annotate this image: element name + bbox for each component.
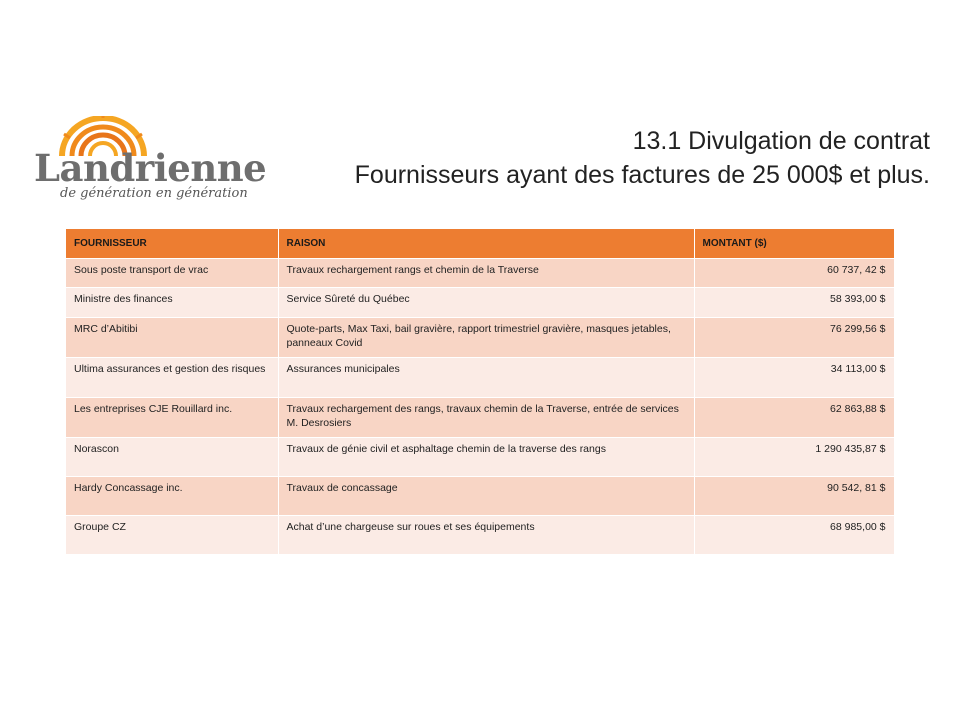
cell-raison: Achat d’une chargeuse sur roues et ses équipements xyxy=(278,516,694,555)
cell-raison: Travaux de concassage xyxy=(278,477,694,516)
cell-montant: 62 863,88 $ xyxy=(694,398,894,438)
title-line-1: 13.1 Divulgation de contrat xyxy=(632,127,930,155)
cell-fournisseur: Norascon xyxy=(66,438,278,477)
cell-raison: Quote-parts, Max Taxi, bail gravière, rapport trimestriel gravière, masques jetables, panneaux Covid xyxy=(278,318,694,358)
cell-fournisseur: Sous poste transport de vrac xyxy=(66,259,278,288)
cell-montant: 68 985,00 $ xyxy=(694,516,894,555)
contracts-table xyxy=(66,229,895,554)
table-row xyxy=(66,516,894,555)
logo-wordmark: Landrienne xyxy=(34,146,267,190)
header-raison: RAISON xyxy=(278,229,694,259)
cell-montant: 58 393,00 $ xyxy=(694,288,894,318)
table-row xyxy=(66,438,894,477)
title-line-2: Fournisseurs ayant des factures de 25 000$ et plus. xyxy=(354,161,930,189)
cell-fournisseur: Ultima assurances et gestion des risques xyxy=(66,358,278,398)
header-fournisseur: FOURNISSEUR xyxy=(66,229,278,259)
header-montant: MONTANT ($) xyxy=(694,229,894,259)
cell-raison: Travaux rechargement rangs et chemin de la Traverse xyxy=(278,259,694,288)
cell-montant: 1 290 435,87 $ xyxy=(694,438,894,477)
cell-fournisseur: Groupe CZ xyxy=(66,516,278,555)
table-row xyxy=(66,477,894,516)
table-row xyxy=(66,259,894,288)
cell-fournisseur: MRC d’Abitibi xyxy=(66,318,278,358)
landrienne-logo xyxy=(34,116,267,210)
table-row xyxy=(66,358,894,398)
cell-montant: 60 737, 42 $ xyxy=(694,259,894,288)
cell-raison: Travaux rechargement des rangs, travaux chemin de la Traverse, entrée de services M. Desrosiers xyxy=(278,398,694,438)
cell-montant: 76 299,56 $ xyxy=(694,318,894,358)
table-header-row xyxy=(66,229,894,259)
logo-tagline: de génération en génération xyxy=(60,186,248,201)
cell-fournisseur: Hardy Concassage inc. xyxy=(66,477,278,516)
cell-raison: Travaux de génie civil et asphaltage chemin de la traverse des rangs xyxy=(278,438,694,477)
table-row xyxy=(66,398,894,438)
cell-montant: 34 113,00 $ xyxy=(694,358,894,398)
cell-montant: 90 542, 81 $ xyxy=(694,477,894,516)
table-row xyxy=(66,318,894,358)
page-title xyxy=(355,124,930,192)
cell-fournisseur: Ministre des finances xyxy=(66,288,278,318)
cell-fournisseur: Les entreprises CJE Rouillard inc. xyxy=(66,398,278,438)
cell-raison: Assurances municipales xyxy=(278,358,694,398)
cell-raison: Service Sûreté du Québec xyxy=(278,288,694,318)
table-row xyxy=(66,288,894,318)
